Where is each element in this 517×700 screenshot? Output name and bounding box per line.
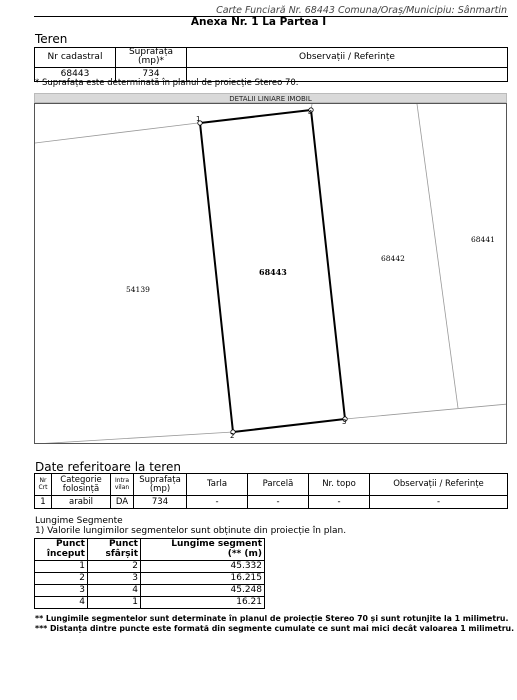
col-intravilan: Intra vilan — [111, 474, 134, 496]
col-observatii: Observații / Referințe — [187, 48, 508, 68]
cell-length: 16.215 — [141, 573, 265, 585]
col-categorie: Categorie folosință — [52, 474, 111, 496]
segmente-note-2: *** Distanța dintre puncte este formată din segmente cumulate ce sunt mai mici decât valoarea 1 milimetru. — [35, 624, 515, 633]
col-nr-crt: Nr Crt — [35, 474, 52, 496]
col-punct-sfarsit: Punct sfârșit — [88, 539, 141, 561]
cell-intravilan: DA — [111, 496, 134, 509]
parcel-map — [34, 103, 507, 444]
col-suprafata: Suprafața (mp)* — [116, 48, 187, 68]
table-row — [35, 597, 265, 609]
table-row — [35, 561, 265, 573]
cell-end: 3 — [88, 573, 141, 585]
cell-length: 45.248 — [141, 585, 265, 597]
teren-table — [34, 47, 508, 82]
boundary-line — [35, 432, 233, 444]
col-punct-inceput: Punct început — [35, 539, 88, 561]
parcel-label-right: 68442 — [381, 254, 405, 263]
cell-tarla: - — [187, 496, 248, 509]
parcel-label-far-right: 68441 — [471, 235, 495, 244]
date-referitoare-title: Date referitoare la teren — [35, 460, 181, 474]
cell-length: 16.21 — [141, 597, 265, 609]
cell-observatii-referinte: - — [370, 496, 508, 509]
cell-suprafata: 734 — [116, 67, 187, 81]
vertex-label-3: 3 — [342, 418, 347, 426]
cell-start: 3 — [35, 585, 88, 597]
table-row — [35, 585, 265, 597]
parcel-label-main: 68443 — [259, 267, 287, 277]
teren-footnote: * Suprafața este determinată în planul de proiecție Stereo 70. — [35, 78, 299, 88]
col-parcela: Parcelă — [248, 474, 309, 496]
col-nr-cadastral: Nr cadastral — [35, 48, 116, 68]
col-lungime-segment: Lungime segment (** (m) — [141, 539, 265, 561]
cell-nr-topo: - — [309, 496, 370, 509]
col-nr-topo: Nr. topo — [309, 474, 370, 496]
annex-title: Anexa Nr. 1 La Partea I — [190, 16, 327, 28]
col-tarla: Tarla — [187, 474, 248, 496]
segmente-table — [34, 538, 265, 609]
col-suprafata-mp: Suprafața (mp) — [134, 474, 187, 496]
cell-length: 45.332 — [141, 561, 265, 573]
teren-section-title: Teren — [35, 32, 68, 46]
cell-start: 4 — [35, 597, 88, 609]
parcel-label-left: 54139 — [126, 285, 150, 294]
cell-suprafata-mp: 734 — [134, 496, 187, 509]
parcel-map-svg — [35, 104, 507, 444]
cell-categorie: arabil — [52, 496, 111, 509]
document-reference: Carte Funciară Nr. 68443 Comuna/Oraș/Municipiu: Sânmartin — [216, 5, 507, 16]
col-observatii-referinte: Observații / Referințe — [370, 474, 508, 496]
segmente-subtitle: 1) Valorile lungimilor segmentelor sunt obținute din proiecție în plan. — [35, 526, 347, 536]
boundary-line — [345, 404, 507, 419]
cell-start: 2 — [35, 573, 88, 585]
boundary-line — [35, 123, 198, 143]
cell-end: 2 — [88, 561, 141, 573]
map-band-label: DETALII LINIARE IMOBIL — [34, 93, 507, 103]
cell-end: 4 — [88, 585, 141, 597]
vertex-label-2: 2 — [230, 432, 235, 440]
cell-parcela: - — [248, 496, 309, 509]
cell-start: 1 — [35, 561, 88, 573]
boundary-line — [417, 104, 458, 408]
cell-end: 1 — [88, 597, 141, 609]
vertex-label-1: 1 — [196, 115, 201, 123]
table-row — [35, 573, 265, 585]
segmente-title: Lungime Segmente — [35, 516, 123, 526]
cell-nr-cadastral: 68443 — [35, 67, 116, 81]
cell-nr-crt: 1 — [35, 496, 52, 509]
date-referitoare-table — [34, 473, 508, 509]
segmente-note-1: ** Lungimile segmentelor sunt determinate în planul de proiecție Stereo 70 și sunt rotunjite la 1 milimetru. — [35, 614, 509, 623]
vertex-label-4: 4 — [308, 109, 313, 117]
